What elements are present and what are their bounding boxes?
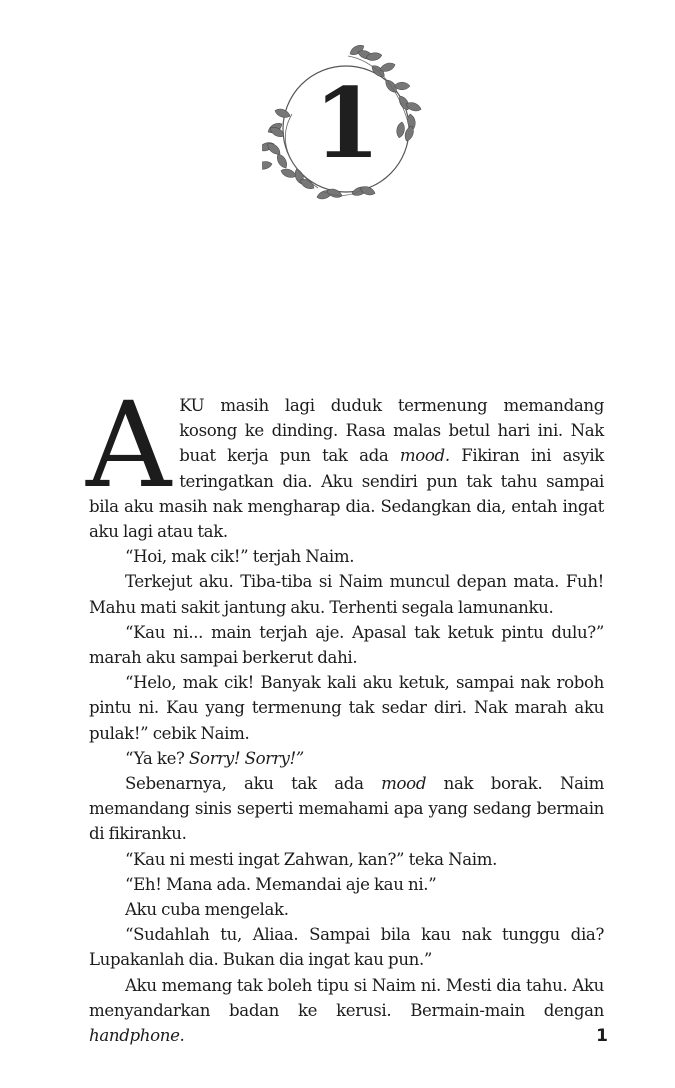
paragraph-7: Sebenarnya, aku tak ada mood nak borak. Naim memandang sinis seperti memahami apa yang sedang bermain di fikiranku. (89, 774, 604, 844)
paragraph-12: Aku memang tak boleh tipu si Naim ni. Mesti dia tahu. Aku menyandarkan badan ke kerusi. Bermain-main dengan handphone. (89, 975, 604, 1046)
paragraph-2: “Hoi, mak cik!” terjah Naim. (125, 547, 355, 567)
paragraph-9: “Eh! Mana ada. Memandai aje kau ni.” (125, 874, 437, 894)
drop-cap: A (86, 376, 172, 514)
page-number: 1 (596, 1026, 608, 1046)
paragraph-1: AKU masih lagi duduk termenung memandang kosong ke dinding. Rasa malas betul hari ini. Nak buat kerja pun tak ada mood. Fikiran ini asyik teringatkan dia. Aku sendiri pun tak tahu sampai bila aku masih nak mengharap dia. Sedangkan dia, entah ingat aku lagi atau tak. (86, 376, 604, 542)
body-text (86, 376, 604, 1048)
paragraph-6: “Ya ke? Sorry! Sorry!” (125, 748, 304, 768)
paragraph-5: “Helo, mak cik! Banyak kali aku ketuk, sampai nak roboh pintu ni. Kau yang termenung tak sedar diri. Nak marah aku pulak!” cebik Naim. (89, 673, 604, 743)
paragraph-10: Aku cuba mengelak. (125, 900, 289, 920)
paragraph-8: “Kau ni mesti ingat Zahwan, kan?” teka Naim. (125, 849, 498, 869)
paragraph-3: Terkejut aku. Tiba-tiba si Naim muncul depan mata. Fuh! Mahu mati sakit jantung aku. Terhenti segala lamunanku. (89, 572, 604, 617)
chapter-emblem (262, 42, 432, 210)
chapter-number: 1 (313, 67, 381, 180)
paragraph-11: “Sudahlah tu, Aliaa. Sampai bila kau nak tunggu dia? Lupakanlah dia. Bukan dia ingat kau pun.” (89, 925, 604, 970)
paragraph-4: “Kau ni... main terjah aje. Apasal tak ketuk pintu dulu?” marah aku sampai berkerut dahi. (89, 622, 604, 668)
